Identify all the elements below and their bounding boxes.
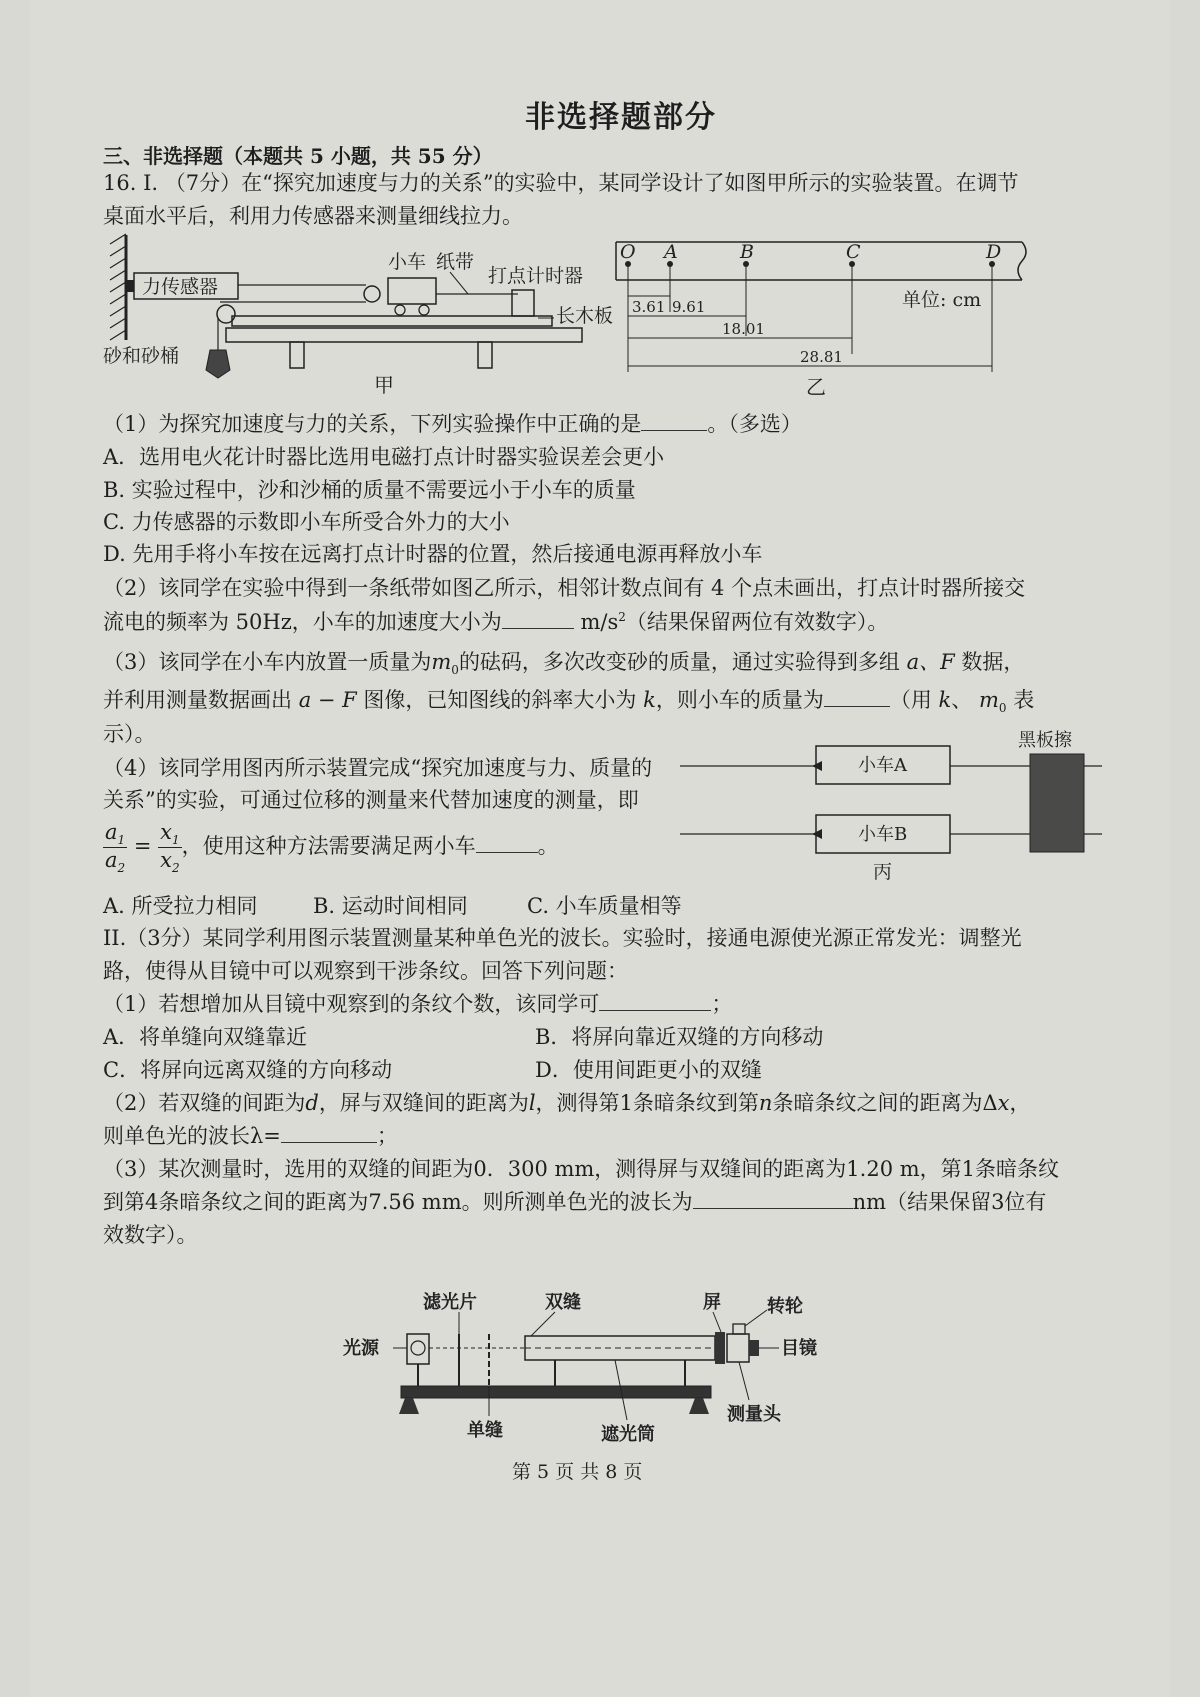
page-footer: 第 5 页 共 8 页 [512,1461,643,1483]
dim-OD: 28.81 [800,348,843,366]
q16-p4-line2: 关系”的实验，可通过位移的测量来代替加速度的测量，即 [103,788,639,812]
q16-p4-line1: （4）该同学用图丙所示装置完成“探究加速度与力、质量的 [103,756,653,780]
q16II-p2-line2: 则单色光的波长λ= ； [103,1120,398,1150]
answer-blank-II-2[interactable] [281,1121,377,1143]
light-source [407,1334,429,1364]
wheel-label: 转轮 [767,1296,803,1317]
q16II-p3-line3: 效数字）。 [103,1223,198,1247]
wall-hatch [110,234,126,340]
answer-blank-p3[interactable] [824,685,890,707]
single-slit-label: 单缝 [467,1420,503,1441]
timer-label: 打点计时器 [488,265,584,287]
figure-yi [610,232,1050,402]
q16-p4-option-A: A. 所受拉力相同 [103,894,258,918]
eyepiece [749,1340,759,1356]
q16-p2-line2: 流电的频率为 50Hz，小车的加速度大小为 $m/s^2$（结果保留两位有效数字）。 [103,606,888,636]
q16II-p1-option-C: C．将屏向远离双缝的方向移动 [103,1058,393,1082]
tube-label: 遮光筒 [601,1424,655,1445]
q16-p3-line2: 并利用测量数据画出 a − F 图像，已知图线的斜率大小为 k，则小车的质量为 （用 k、 $m_0$ 表 [103,684,1034,715]
fraction-a: $\frac{a_1}{a_2}$ [105,820,126,876]
answer-blank-p2[interactable] [502,607,574,629]
figure-jia [98,230,614,400]
answer-blank-p4[interactable] [476,831,538,853]
q16-intro-line2: 桌面水平后，利用力传感器来测量细线拉力。 [103,204,523,228]
filter-label: 滤光片 [423,1292,477,1313]
screen [715,1332,725,1364]
rail [401,1386,711,1398]
force-sensor-label: 力传感器 [142,276,219,298]
point-A: A [664,241,678,263]
q16II-line2: 路，使得从目镜中可以观察到干涉条纹。回答下列问题： [103,959,628,983]
source-label: 光源 [343,1338,379,1359]
eraser-label: 黑板擦 [1018,730,1072,751]
screen-label: 屏 [703,1292,721,1313]
fraction-x: $\frac{x_1}{x_2}$ [160,820,180,876]
figure-yi-caption: 乙 [806,375,826,399]
q16-p2-line1: （2）该同学在实验中得到一条纸带如图乙所示，相邻计数点间有 4 个点未画出，打点计时器所接交 [103,576,1026,600]
q16-p3-line3: 示）。 [103,722,156,746]
q16II-p3-line1: （3）某次测量时，选用的双缝的间距为0．300 mm，测得屏与双缝间的距离为1.20 m，第1条暗条纹 [103,1157,1060,1181]
q16II-p1-option-B: B．将屏向靠近双缝的方向移动 [535,1025,824,1049]
point-B: B [740,241,754,263]
car-A-label: 小车A [858,755,907,776]
q16II-p3-line2: 到第4条暗条纹之间的距离为7.56 mm。则所测单色光的波长为 nm（结果保留3位有 [103,1186,1046,1216]
point-D: D [986,241,1002,263]
eraser [1030,754,1084,852]
point-C: C [846,241,861,263]
page-title: 非选择题部分 [525,100,717,135]
eyepiece-label: 目镜 [781,1338,817,1359]
table [226,328,582,342]
q16-p1-option-B: B. 实验过程中，沙和沙桶的质量不需要远小于小车的质量 [103,478,636,502]
long-board [232,316,552,326]
answer-blank-p1[interactable] [641,409,707,431]
measure-head [727,1334,749,1362]
wheel [733,1324,745,1334]
q16-p1-option-A: A．选用电火花计时器比选用电磁打点计时器实验误差会更小 [103,445,665,469]
exam-page [30,0,1170,1697]
car [388,278,436,304]
dim-OB: 9.61 [672,298,706,316]
sand-bucket [206,350,230,378]
unit-label: 单位: cm [902,289,982,311]
q16II-p1-question: （1）若想增加从目镜中观察到的条纹个数，该同学可 ； [103,988,732,1018]
board-label: 长木板 [556,305,614,327]
tape-label: 纸带 [436,251,475,273]
q16-p4-line3: $\frac{a_1}{a_2}$ = $\frac{x_1}{x_2}$ ，使用这种方法需要满足两小车 。 [105,820,559,876]
section-header: 三、非选择题（本题共 5 小题，共 55 分） [103,144,493,168]
q16II-line1: II.（3分）某同学利用图示装置测量某种单色光的波长。实验时，接通电源使光源正常发光：调整光 [103,926,1022,950]
q16II-p2-line1: （2）若双缝的间距为d，屏与双缝间的距离为l，测得第1条暗条纹到第n条暗条纹之间的距离为Δx， [103,1091,1031,1115]
q16II-p1-option-A: A．将单缝向双缝靠近 [103,1025,308,1049]
car-label: 小车 [388,251,427,273]
double-slit-label: 双缝 [545,1292,581,1313]
answer-blank-II-3[interactable] [693,1187,853,1209]
q16-p4-option-B: B. 运动时间相同 [313,894,468,918]
q16-p1-option-D: D. 先用手将小车按在远离打点计时器的位置，然后接通电源再释放小车 [103,542,763,566]
pulley [217,305,235,323]
figure-bing [680,720,1120,890]
q16-p3-line1: （3）该同学在小车内放置一质量为$m_0$的砝码，多次改变砂的质量，通过实验得到多组 a、F 数据， [103,650,1025,678]
car-B-label: 小车B [858,824,908,845]
dim-OC: 18.01 [722,320,765,338]
q16-p4-option-C: C. 小车质量相等 [527,894,682,918]
point-O: O [620,241,636,263]
dim-OA: 3.61 [632,298,666,316]
q16-intro-line1: 16. I. （7分）在“探究加速度与力的关系”的实验中，某同学设计了如图甲所示的实验装置。在调节 [103,171,1019,195]
figure-bing-caption: 丙 [873,861,893,883]
figure-interference [335,1290,875,1460]
answer-blank-II-1[interactable] [599,989,711,1011]
q16-p1-option-C: C. 力传感器的示数即小车所受合外力的大小 [103,510,510,534]
q16II-p1-option-D: D．使用间距更小的双缝 [535,1058,762,1082]
figure-jia-caption: 甲 [374,373,394,397]
q16-p1-question: （1）为探究加速度与力的关系，下列实验操作中正确的是 。（多选） [103,408,802,438]
head-label: 测量头 [727,1404,781,1425]
sand-label: 砂和砂桶 [103,345,180,367]
